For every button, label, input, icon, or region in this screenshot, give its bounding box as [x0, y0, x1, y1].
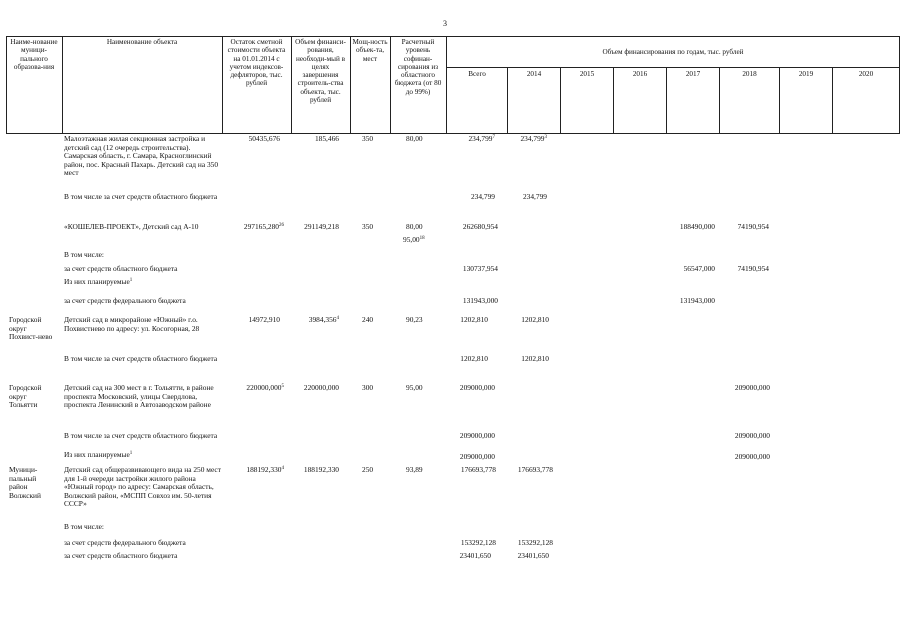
cofinancing-value: 95,00	[406, 383, 423, 392]
header-year-2015: 2015	[579, 70, 595, 78]
municipality-name: Городской округ Тольятти	[9, 383, 42, 410]
municipality-name: Городской округ Похвист-нево	[9, 315, 53, 342]
page-number: 3	[443, 19, 447, 28]
footnote-mark: 4	[281, 466, 284, 471]
total-value: 176693,778	[460, 465, 496, 474]
footnote-mark: 7	[492, 135, 495, 140]
object-name: В том числе:	[64, 522, 104, 531]
capacity-value: 300	[362, 383, 374, 392]
year-2017-value: 131943,000	[679, 296, 715, 305]
capacity-value: 350	[362, 134, 374, 143]
total-value: 1202,810	[460, 315, 488, 324]
object-name: Из них планируемые$^1$	[64, 450, 133, 459]
cofinancing-value: 80,00	[406, 222, 423, 231]
object-name: за счет средств федерального бюджета	[64, 296, 186, 305]
estimate-value: 188192,330$^4$	[246, 465, 284, 474]
estimate-value: 220000,000$^5$	[246, 383, 284, 392]
footnote-mark: 26	[279, 223, 284, 228]
year-2017-value: 56547,000	[683, 264, 715, 273]
cofinancing-value-alt: 95,00$^{18}$	[403, 235, 425, 244]
year-2014-value: 176693,778	[517, 465, 553, 474]
volume-value: 185,466	[314, 134, 339, 143]
total-value: 209000,000	[459, 431, 495, 440]
capacity-value: 250	[362, 465, 374, 474]
header-cofinancing: Расчетный уровень софинан-сирования из областного бюджета (от 80 до 99%)	[394, 38, 442, 96]
object-name: Детский сад в микрорайоне «Южный» г.о. Похвистнево по адресу: ул. Косогорная, 28	[64, 315, 200, 333]
total-value: 1202,810	[460, 354, 488, 363]
header-year-2018: 2018	[742, 70, 757, 78]
object-name: за счет средств федерального бюджета	[64, 538, 186, 547]
header-municipality: Наиме-нование муници-пального образова-ния	[10, 38, 58, 71]
header-estimate: Остаток сметной стоимости объекта на 01.01.2014 с учетом индексов-дефляторов, тыс. рублей	[227, 38, 286, 88]
header-capacity: Мощ-ность объек-та, мест	[352, 38, 388, 63]
total-value: 153292,128	[460, 538, 496, 547]
estimate-value: 50435,676	[248, 134, 280, 143]
header-volume: Объем финанси-рования, необходи-мый в целях завершения строитель-ства объекта, тыс. рублей	[295, 38, 346, 105]
year-2014-value: 234,799$^3$	[520, 134, 547, 143]
year-2017-value: 188490,000	[679, 222, 715, 231]
total-value: 131943,000	[462, 296, 498, 305]
object-name: за счет средств областного бюджета	[64, 551, 178, 560]
object-name: Детский сад на 300 мест в г. Тольятти, в районе проспекта Московский, улицы Свердлова, проспекта Ленинский в Автозаводском районе	[64, 383, 214, 410]
total-value: 209000,000	[459, 452, 495, 461]
cofinancing-value: 93,89	[406, 465, 423, 474]
object-name: В том числе за счет средств областного бюджета	[64, 192, 218, 201]
object-name: В том числе за счет средств областного бюджета	[64, 431, 218, 440]
year-2014-value: 1202,810	[521, 354, 549, 363]
capacity-value: 350	[362, 222, 374, 231]
header-year-2017: 2017	[685, 70, 701, 78]
object-name: «КОШЕЛЕВ-ПРОЕКТ», Детский сад А-10	[64, 222, 199, 231]
footnote-mark: 4	[336, 316, 339, 321]
estimate-value: 297165,280$^{26}$	[243, 222, 284, 231]
object-name: В том числе:	[64, 250, 104, 259]
estimate-value: 14972,910	[248, 315, 280, 324]
year-2018-value: 209000,000	[734, 452, 770, 461]
footnote-mark: 1	[129, 451, 133, 456]
total-value: 262680,954	[462, 222, 498, 231]
header-year-2016: 2016	[632, 70, 648, 78]
object-name: Малоэтажная жилая секционная застройка и детский сад (12 очередь строительства). Самарская область, г. Самара, Красноглинский район, пос. Красный Пахарь. Детский сад на 350 мест	[64, 134, 219, 178]
year-2018-value: 209000,000	[734, 383, 770, 392]
municipality-name: Муници-пальный район Волжский	[9, 465, 41, 500]
year-2018-value: 74190,954	[737, 222, 769, 231]
cofinancing-value: 80,00	[406, 134, 423, 143]
total-value: 234,799$^7$	[468, 134, 495, 143]
volume-value: 3984,356$^4$	[308, 315, 339, 324]
object-name: Детский сад общеразвивающего вида на 250 мест для 1-й очереди застройки жилого района «Южный город» по адресу: Самарская область, Волжский район, «МСПП Совхоз им. 50-летия СССР»	[64, 465, 221, 509]
total-value: 234,799	[470, 192, 495, 201]
header-funding-group: Объем финансирования по годам, тыс. рублей	[602, 48, 744, 56]
footnote-mark: 3	[544, 135, 547, 140]
object-name: В том числе за счет средств областного бюджета	[64, 354, 218, 363]
volume-value: 188192,330	[303, 465, 339, 474]
volume-value: 220000,000	[303, 383, 339, 392]
header-year-2019: 2019	[798, 70, 814, 78]
footnote-mark: 1	[129, 278, 133, 283]
footnote-mark: 5	[281, 384, 284, 389]
footnote-mark: 18	[419, 236, 425, 241]
header-year-2014: 2014	[526, 70, 542, 78]
capacity-value: 240	[362, 315, 374, 324]
total-value: 209000,000	[459, 383, 495, 392]
total-value: 23401,650	[459, 551, 491, 560]
header-total: Всего	[468, 70, 486, 78]
header-object: Наименование объекта	[106, 38, 178, 46]
year-2014-value: 234,799	[522, 192, 547, 201]
object-name: за счет средств областного бюджета	[64, 264, 178, 273]
cofinancing-value: 90,23	[406, 315, 423, 324]
total-value: 130737,954	[462, 264, 498, 273]
object-name: Из них планируемые$^1$	[64, 277, 133, 286]
header-year-2020: 2020	[858, 70, 874, 78]
year-2014-value: 23401,650	[517, 551, 549, 560]
volume-value: 291149,218	[304, 222, 339, 231]
year-2018-value: 74190,954	[737, 264, 769, 273]
table-header	[0, 0, 905, 135]
year-2014-value: 153292,128	[517, 538, 553, 547]
year-2018-value: 209000,000	[734, 431, 770, 440]
year-2014-value: 1202,810	[521, 315, 549, 324]
